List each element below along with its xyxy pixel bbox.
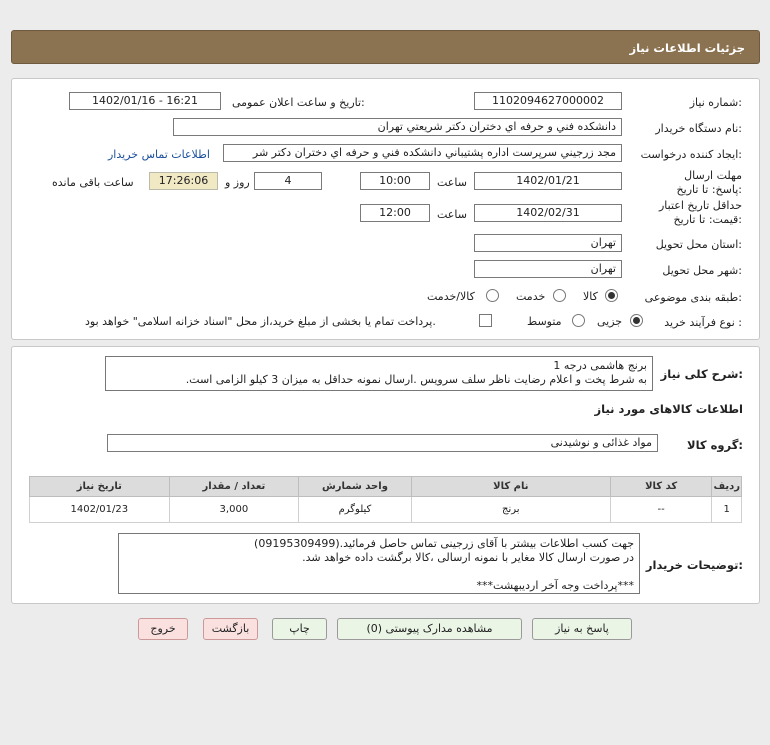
buyer-notes-box: [118, 533, 640, 594]
category-radio-goods[interactable]: [605, 289, 618, 302]
category-radio-service[interactable]: [553, 289, 566, 302]
price-validity-label: حداقل تاریخ اعتبار قیمت: تا تاریخ:: [658, 199, 742, 226]
col-unit: واحد شمارش: [299, 477, 412, 497]
col-code: کد کالا: [610, 477, 712, 497]
reply-time-field: 10:00: [360, 172, 430, 190]
announce-datetime-field: 1402/01/16 - 16:21: [69, 92, 221, 110]
price-validity-time-label: ساعت: [437, 208, 467, 221]
price-validity-date-field: 1402/02/31: [474, 204, 622, 222]
cell-unit: کیلوگرم: [299, 497, 412, 523]
cell-date: 1402/01/23: [30, 497, 170, 523]
category-option-service: خدمت: [516, 290, 546, 303]
need-number-label: شماره نیاز:: [689, 96, 742, 109]
col-row: ردیف: [712, 477, 742, 497]
table-row: [30, 497, 742, 523]
buyer-org-label: نام دستگاه خریدار:: [655, 122, 742, 135]
delivery-city-field: تهران: [474, 260, 622, 278]
cell-row: 1: [712, 497, 742, 523]
buyer-contact-link[interactable]: اطلاعات تماس خریدار: [108, 148, 210, 161]
goods-group-field: مواد غذائی و نوشیدنی: [107, 434, 658, 452]
delivery-province-field: تهران: [474, 234, 622, 252]
page-title: جزئیات اطلاعات نیاز: [629, 41, 745, 55]
view-attachments-button[interactable]: مشاهده مدارک پیوستی (0): [337, 618, 522, 640]
cell-name: برنج: [411, 497, 610, 523]
reply-days-field: 4: [254, 172, 322, 190]
buyer-org-field: دانشکده فني و حرفه اي دختران دکتر شريعتي تهران: [173, 118, 622, 136]
back-button[interactable]: بازگشت: [203, 618, 258, 640]
requester-label: ایجاد کننده درخواست:: [640, 148, 742, 161]
price-validity-time-field: 12:00: [360, 204, 430, 222]
reply-days-label: روز و: [225, 176, 250, 189]
category-radio-goods-service[interactable]: [486, 289, 499, 302]
buyer-notes-line-3: ***پرداخت وجه آخر اردیبهشت***: [476, 579, 634, 592]
treasury-payment-checkbox[interactable]: [479, 314, 492, 327]
col-date: تاریخ نیاز: [30, 477, 170, 497]
goods-section-title: اطلاعات کالاهای مورد نیاز: [594, 402, 743, 416]
remaining-time-field: 17:26:06: [149, 172, 218, 190]
category-label: طبقه بندی موضوعی:: [644, 291, 742, 304]
col-name: نام کالا: [411, 477, 610, 497]
goods-group-label: گروه کالا:: [687, 438, 743, 452]
exit-button[interactable]: خروج: [138, 618, 188, 640]
col-qty: تعداد / مقدار: [169, 477, 299, 497]
need-number-field: 1102094627000002: [474, 92, 622, 110]
reply-date-field: 1402/01/21: [474, 172, 622, 190]
cell-qty: 3,000: [169, 497, 299, 523]
process-option-minor: جزیی: [597, 315, 623, 328]
requester-field: مجد زرجيني سرپرست اداره پشتيباني دانشکده فني و حرفه اي دختران دکتر شر: [223, 144, 622, 162]
category-option-goods: کالا: [583, 290, 598, 303]
buyer-notes-line-1: جهت کسب اطلاعات بیشتر با آقای زرجینی تماس حاصل فرمائید.(09195309499): [254, 537, 634, 550]
buyer-notes-line-2: در صورت ارسال کالا مغایر با نمونه ارسالی ،کالا برگشت داده خواهد شد.: [302, 551, 634, 564]
page-header: [11, 30, 760, 64]
remaining-time-label: ساعت باقی مانده: [52, 176, 134, 189]
reply-button[interactable]: پاسخ به نیاز: [532, 618, 632, 640]
description-line-2: به شرط پخت و اعلام رضایت ناظر سلف سرویس .ارسال نمونه حداقل به میزان 3 کیلو الزامی است.: [185, 373, 647, 386]
cell-code: --: [610, 497, 712, 523]
process-radio-minor[interactable]: [630, 314, 643, 327]
goods-table: [29, 476, 742, 523]
buyer-notes-label: توضیحات خریدار:: [645, 558, 743, 572]
delivery-city-label: شهر محل تحویل:: [662, 264, 742, 277]
process-type-label: نوع فرآیند خرید :: [664, 316, 742, 329]
delivery-province-label: استان محل تحویل:: [655, 238, 742, 251]
treasury-payment-note: پرداخت تمام یا بخشی از مبلغ خرید،از محل "اسناد خزانه اسلامی" خواهد بود.: [85, 315, 436, 328]
reply-time-label: ساعت: [437, 176, 467, 189]
description-label: شرح کلی نیاز:: [660, 367, 743, 381]
print-button[interactable]: چاپ: [272, 618, 327, 640]
category-option-goods-service: کالا/خدمت: [427, 290, 475, 303]
description-box: [105, 356, 653, 391]
announce-datetime-label: تاریخ و ساعت اعلان عمومی:: [232, 96, 365, 109]
process-option-medium: متوسط: [527, 315, 562, 328]
process-radio-medium[interactable]: [572, 314, 585, 327]
description-line-1: برنج هاشمی درجه 1: [553, 359, 647, 372]
reply-deadline-label: مهلت ارسال پاسخ: تا تاریخ:: [676, 169, 742, 196]
